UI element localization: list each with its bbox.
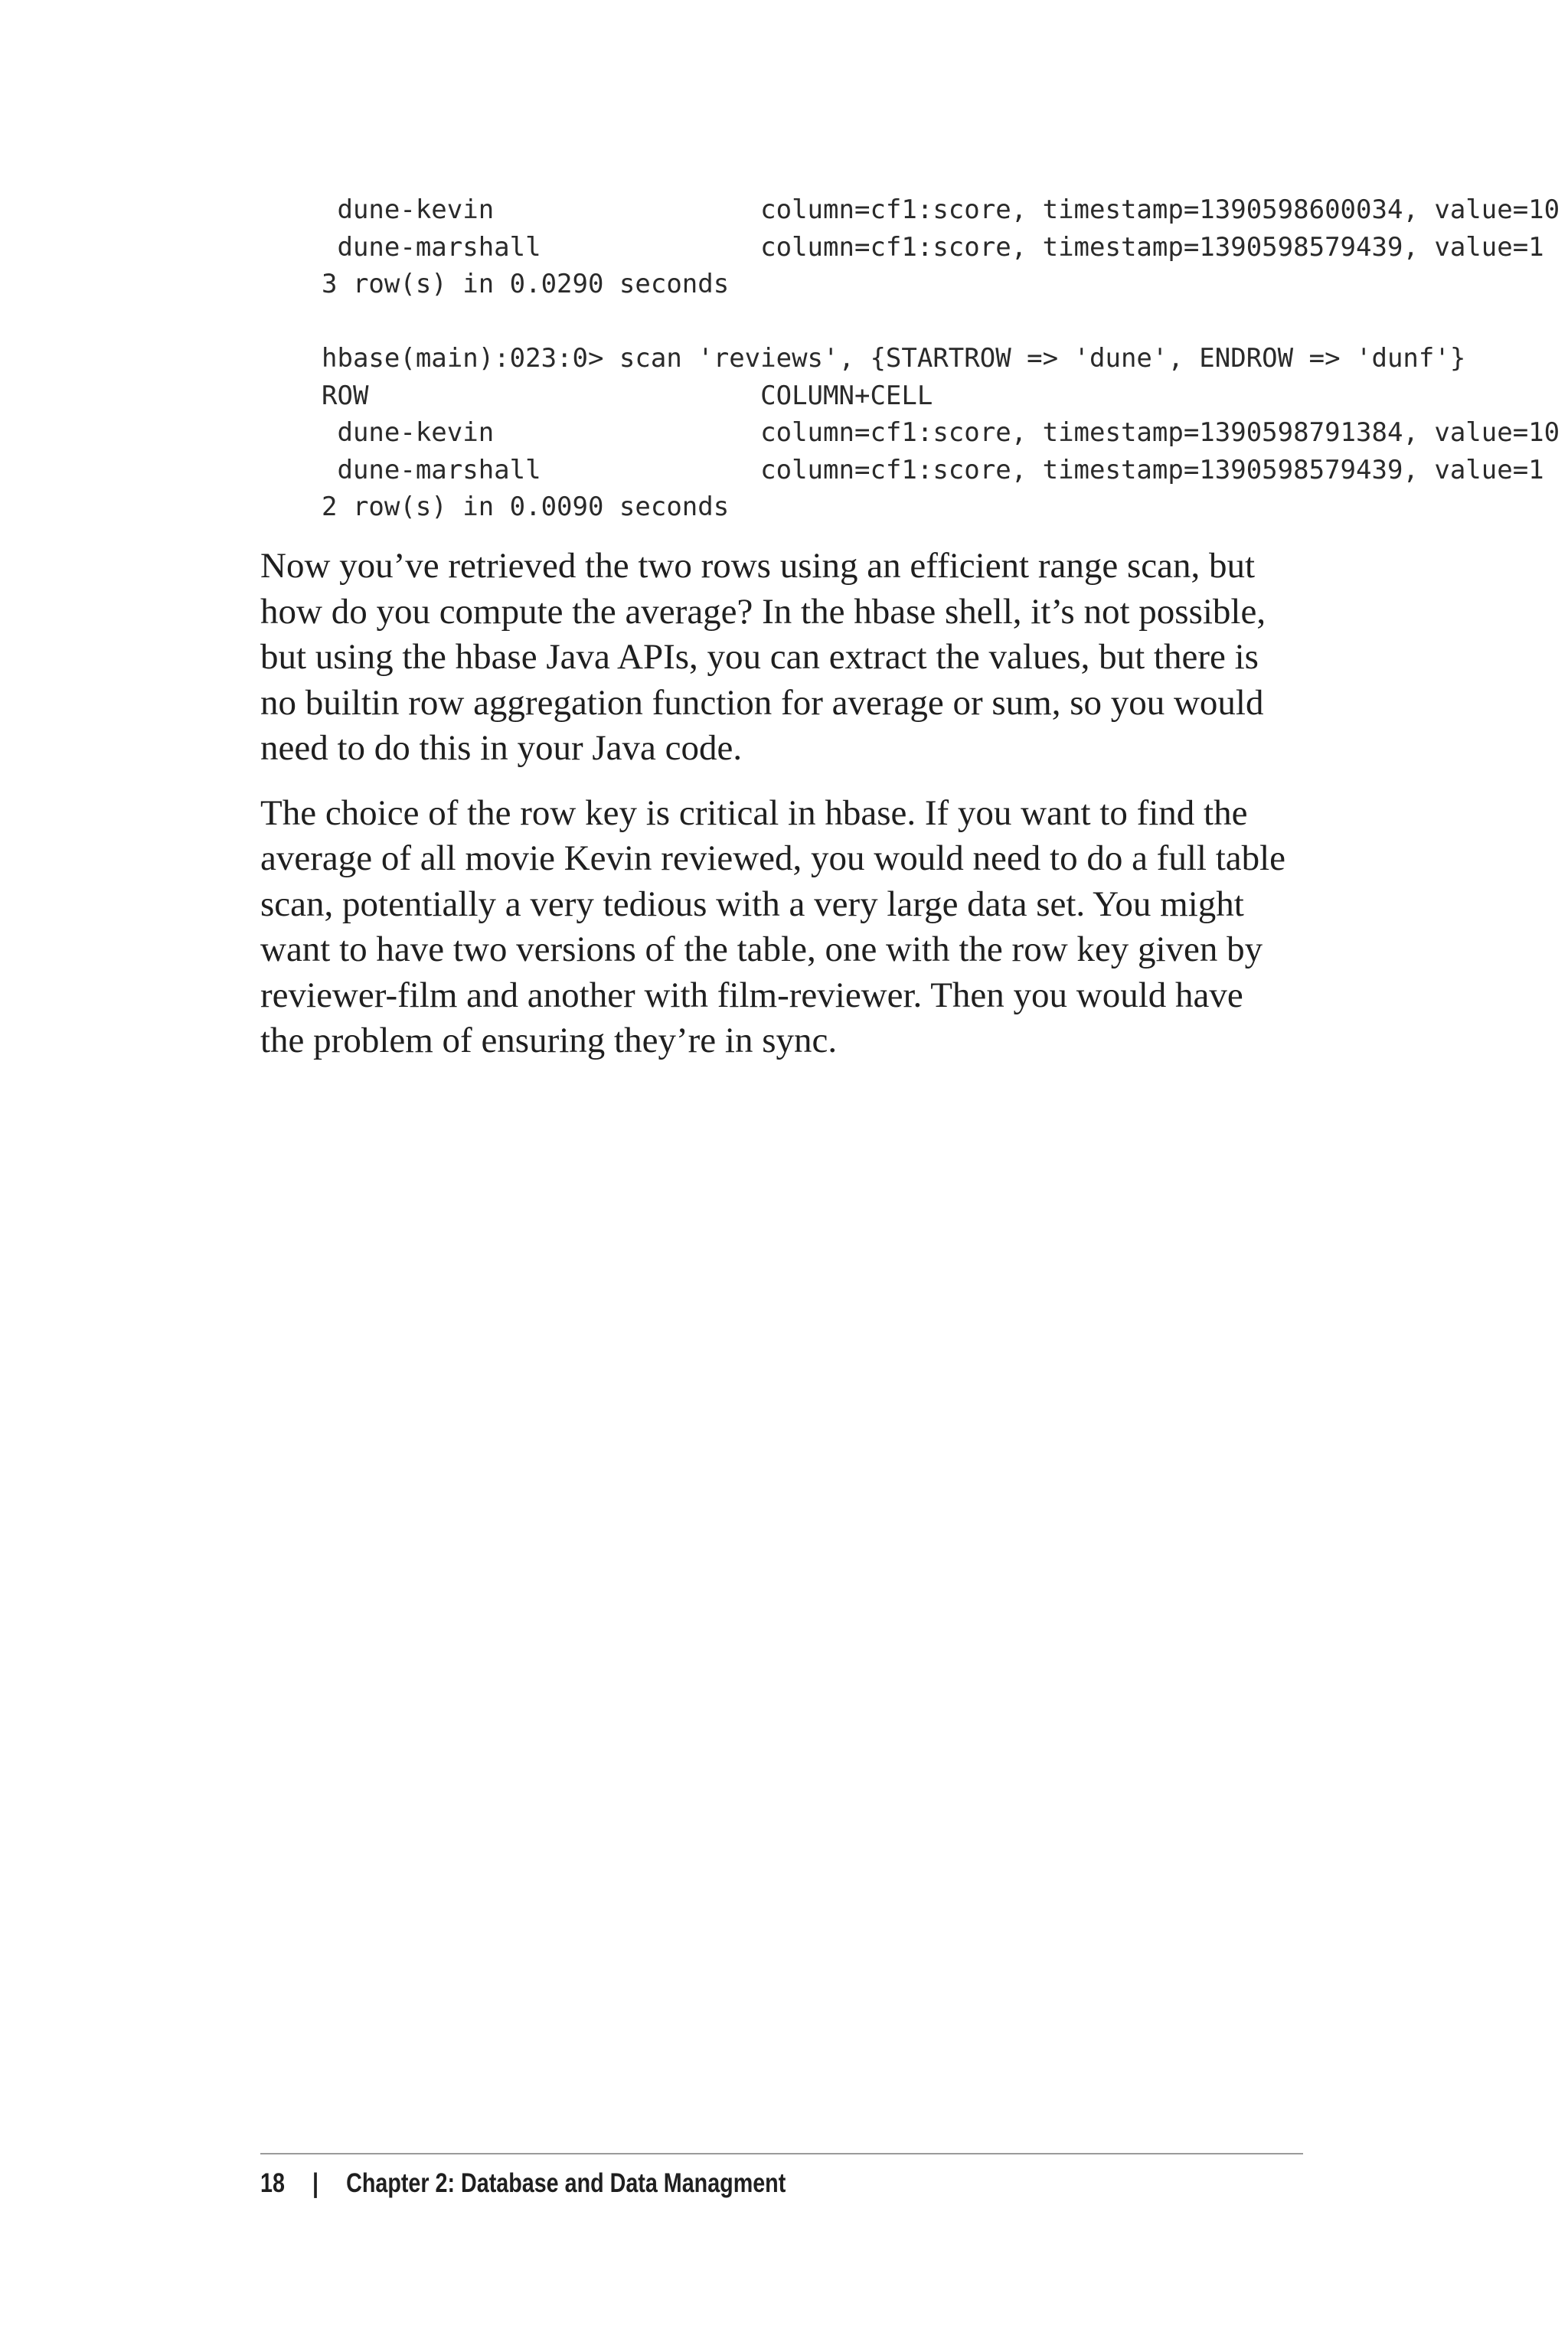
code-line: dune-kevin column=cf1:score, timestamp=1390598791384, value=10 — [322, 417, 1560, 448]
text-line: need to do this in your Java code. — [260, 728, 743, 768]
code-line: dune-marshall column=cf1:score, timestamp=1390598579439, value=1 — [322, 454, 1544, 485]
text-line: scan, potentially a very tedious with a very large data set. You might — [260, 884, 1244, 924]
footer-divider — [260, 2153, 1303, 2154]
body-text — [260, 544, 1302, 1083]
text-line: Now you’ve retrieved the two rows using an efficient range scan, but — [260, 546, 1256, 586]
code-line: hbase(main):023:0> scan 'reviews', {STARTROW => 'dune', ENDROW => 'dunf'} — [322, 343, 1466, 374]
text-line: but using the hbase Java APIs, you can extract the values, but there is — [260, 637, 1259, 677]
code-line: dune-marshall column=cf1:score, timestamp=1390598579439, value=1 — [322, 231, 1544, 263]
code-line — [322, 303, 1547, 341]
code-line: 2 row(s) in 0.0090 seconds — [322, 492, 730, 522]
text-line: reviewer-film and another with film-reviewer. Then you would have — [260, 975, 1243, 1015]
page-number: 18 — [260, 2168, 285, 2198]
text-line: no builtin row aggregation function for average or sum, so you would — [260, 682, 1264, 723]
text-line: how do you compute the average? In the hbase shell, it’s not possible, — [260, 591, 1266, 632]
code-line: 3 row(s) in 0.0290 seconds — [322, 269, 730, 299]
text-line: average of all movie Kevin reviewed, you would need to do a full table — [260, 838, 1286, 878]
code-block — [322, 191, 1560, 526]
code-line: dune-kevin column=cf1:score, timestamp=1390598600034, value=10 — [322, 194, 1560, 225]
paragraph-row-key — [260, 791, 1302, 1064]
chapter-title: Chapter 2: Database and Data Managment — [346, 2168, 786, 2198]
page-footer — [260, 2164, 786, 2203]
text-line: The choice of the row key is critical in hbase. If you want to find the — [260, 792, 1248, 833]
text-line: want to have two versions of the table, one with the row key given by — [260, 929, 1263, 969]
paragraph-range-scan — [260, 544, 1302, 772]
code-line: ROW COLUMN+CELL — [322, 380, 933, 411]
footer-separator: | — [312, 2168, 319, 2198]
text-line: the problem of ensuring they’re in sync. — [260, 1021, 838, 1060]
